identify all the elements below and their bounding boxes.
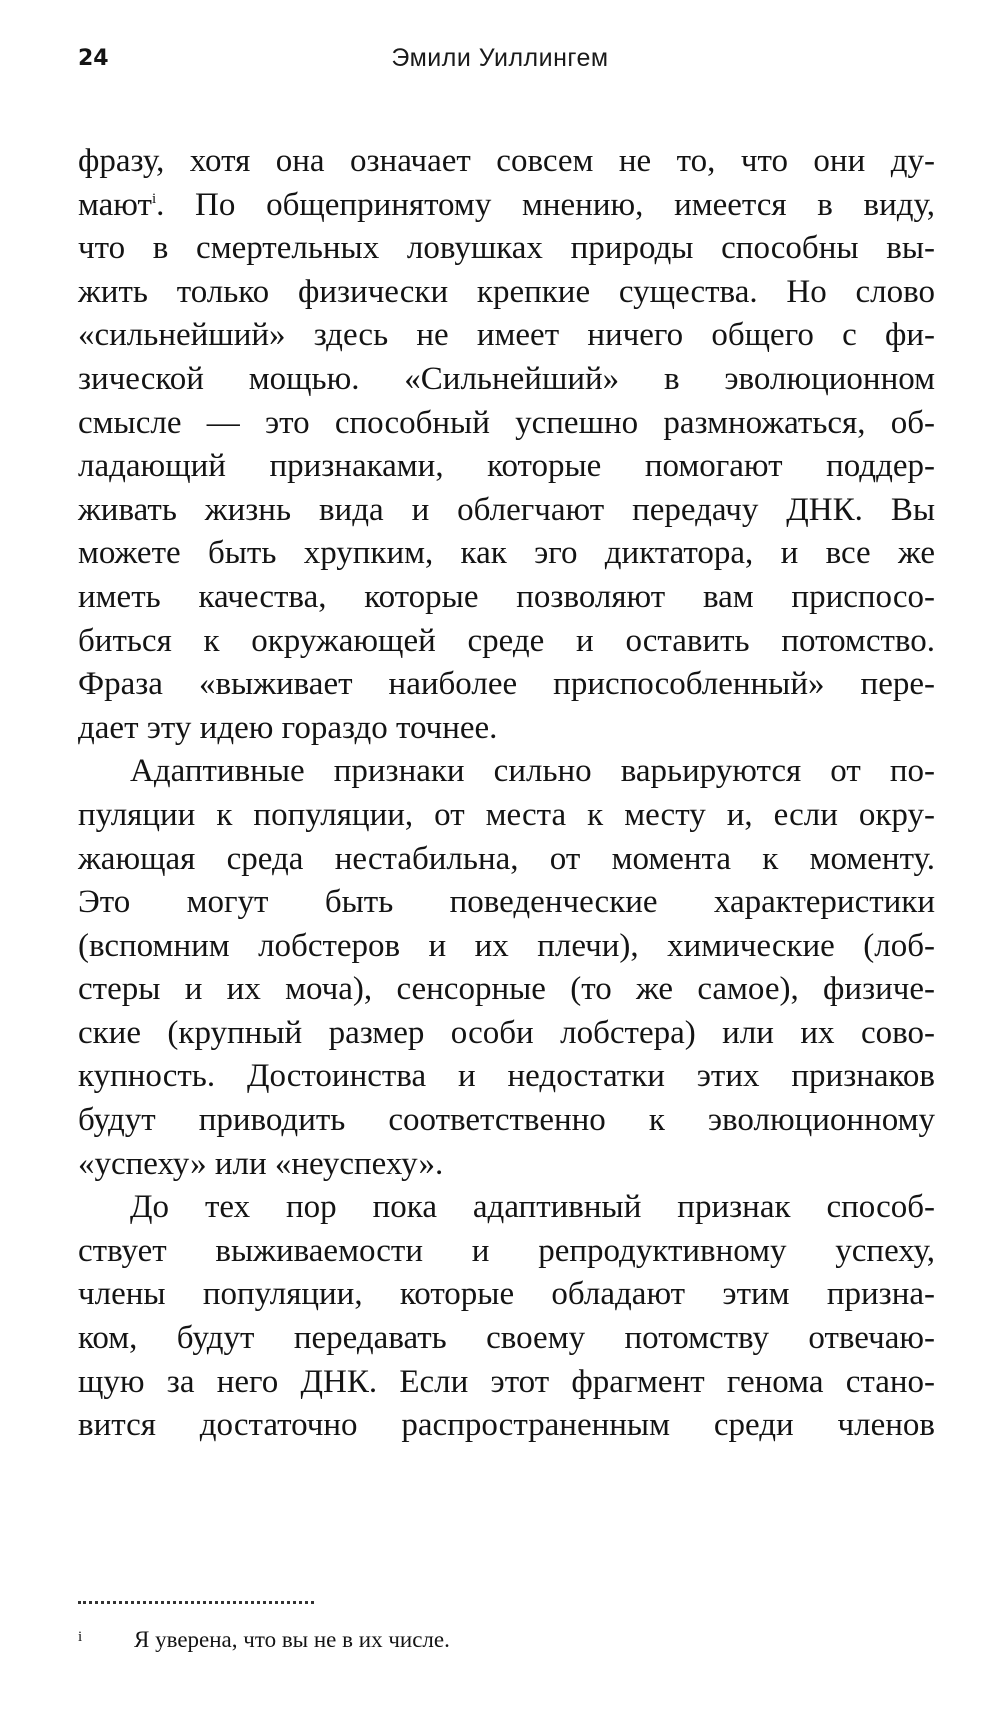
- text-line: дает эту идею гораздо точнее.: [78, 709, 498, 746]
- paragraph-start-line: До тех пор пока адаптивный признак способ-: [130, 1189, 935, 1226]
- text-line: фразу, хотя она означает совсем не то, что они ду-: [78, 143, 935, 179]
- footnote: [78, 1627, 450, 1653]
- text-line: Фраза «выживает наиболее приспособленный» пере-: [78, 666, 935, 703]
- text-line: купность. Достоинства и недостатки этих признаков: [78, 1058, 935, 1095]
- text-line: «сильнейший» здесь не имеет ничего общего с фи-: [78, 317, 935, 354]
- text-line: вится достаточно распространенным среди членов: [78, 1407, 935, 1444]
- text-line: «успеху» или «неуспеху».: [78, 1145, 444, 1182]
- text-line: ствует выживаемости и репродуктивному успеху,: [78, 1232, 935, 1269]
- text-line: что в смертельных ловушках природы способны вы-: [78, 230, 935, 267]
- text-line: жающая среда нестабильна, от момента к моменту.: [78, 840, 935, 877]
- text-line: биться к окружающей среде и оставить потомство.: [78, 622, 935, 659]
- text-line: иметь качества, которые позволяют вам приспосо-: [78, 578, 935, 615]
- text-line: пуляции к популяции, от места к месту и, если окру-: [78, 796, 935, 833]
- footnote-separator: [78, 1601, 314, 1604]
- footnote-reference[interactable]: i: [151, 190, 157, 207]
- text-line: будут приводить соответственно к эволюционному: [78, 1102, 935, 1139]
- text-line: ком, будут передавать своему потомству отвечаю-: [78, 1320, 935, 1357]
- body-text: [78, 140, 935, 1448]
- text-line: (вспомним лобстеров и их плечи), химические (лоб-: [78, 927, 935, 964]
- text-line: члены популяции, которые обладают этим призна-: [78, 1276, 935, 1313]
- paragraph-start-line: Адаптивные признаки сильно варьируются от по-: [130, 753, 935, 790]
- text-line: Это могут быть поведенческие характеристики: [78, 884, 935, 921]
- text-line: можете быть хрупким, как эго диктатора, и все же: [78, 535, 935, 572]
- footnote-text: Я уверена, что вы не в их числе.: [134, 1627, 450, 1652]
- text-line: ладающий признаками, которые помогают поддер-: [78, 448, 935, 485]
- text-line: смысле — это способный успешно размножаться, об-: [78, 404, 935, 441]
- text-line: мают$^i$. По общепринятому мнению, имеется в виду,: [78, 186, 935, 223]
- text-line: стеры и их моча), сенсорные (то же самое), физиче-: [78, 971, 935, 1008]
- text-line: зической мощью. «Сильнейший» в эволюционном: [78, 360, 935, 397]
- running-head-author: Эмили Уиллингем: [391, 44, 609, 72]
- page-number: 24: [78, 46, 109, 71]
- text-line: живать жизнь вида и облегчают передачу ДНК. Вы: [78, 491, 935, 528]
- text-line: ские (крупный размер особи лобстера) или их сово-: [78, 1014, 935, 1051]
- text-line: жить только физически крепкие существа. Но слово: [78, 273, 935, 310]
- text-line: щую за него ДНК. Если этот фрагмент генома стано-: [78, 1363, 935, 1400]
- footnote-marker: i: [78, 1629, 83, 1645]
